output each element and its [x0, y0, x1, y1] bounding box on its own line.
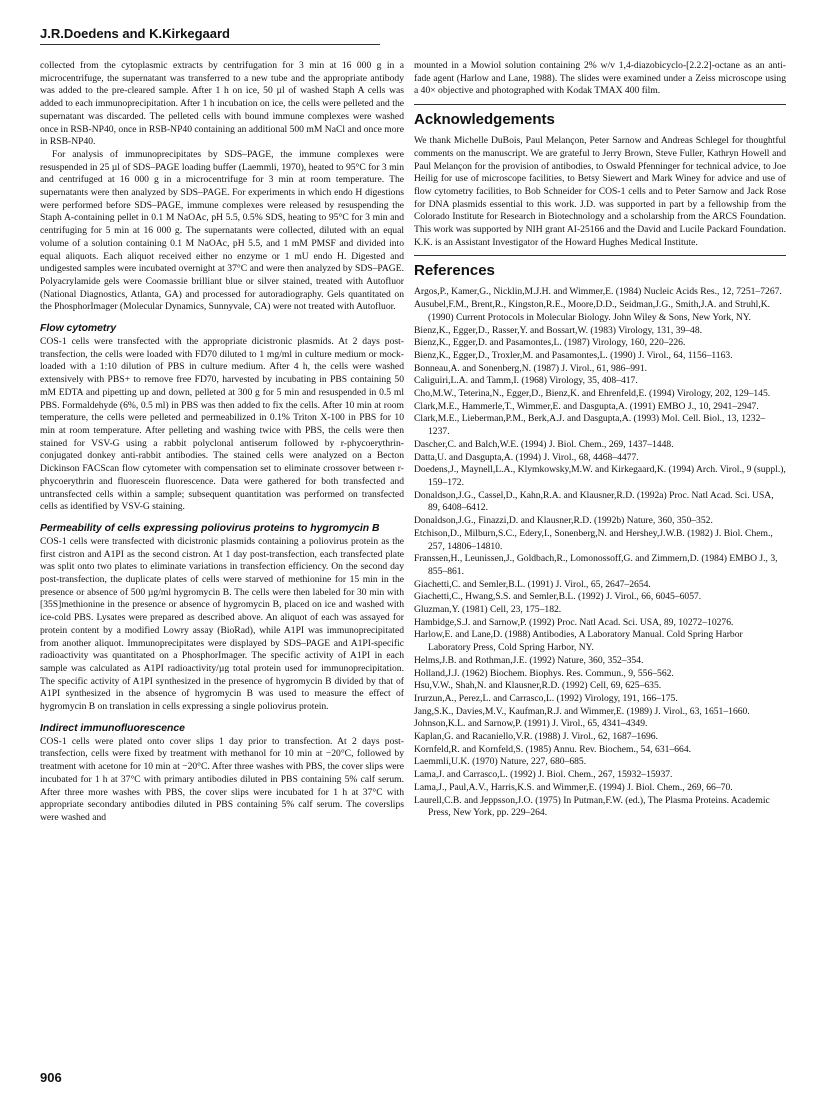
acknowledgements-text: We thank Michelle DuBois, Paul Melançon, Peter Sarnow and Andreas Schlegel for thoughtful comments on the manuscript. We are grateful to Jerry Brown, Steve Fuller, Kathryn Howell and Paul Melançon for the provision of antibodies, to Oswald Pfenninger for technical advice, to Joe Heilig for use of microscope facilities, to Betsy Siewert and Mark Winey for advice and use of flow cytometry facilities, to Bob Schneider for COS-1 cells and to Peter Sarnow and Jack Rose for DNA plasmids essential to this work. J.D. was supported in part by a fellowship from the Colorado Institute for Research in Biotechnology and a scholarship from the ARCS Foundation. This work was supported by NIH grant AI-25166 and the David and Lucile Packard Foundation. K.K. is an Assistant Investigator of the Howard Hughes Medical Institute.	[414, 135, 786, 248]
reference-item: Ausubel,F.M., Brent,R., Kingston,R.E., Moore,D.D., Seidman,J.G., Smith,J.A. and Struhl,K. (1990) Current Protocols in Molecular Biology. John Wiley & Sons, New York, NY.	[414, 299, 771, 323]
section-heading-immunofluorescence: Indirect immunofluorescence	[40, 722, 185, 734]
reference-item: Bonneau,A. and Sonenberg,N. (1987) J. Virol., 61, 986–991.	[414, 362, 648, 374]
reference-item: Helms,J.B. and Rothman,J.E. (1992) Nature, 360, 352–354.	[414, 654, 644, 666]
reference-item: Dascher,C. and Balch,W.E. (1994) J. Biol. Chem., 269, 1437–1448.	[414, 438, 674, 450]
section-heading-permeability: Permeability of cells expressing poliovirus proteins to hygromycin B	[40, 522, 380, 534]
reference-item: Hambidge,S.J. and Sarnow,P. (1992) Proc. Natl Acad. Sci. USA, 89, 10272–10276.	[414, 616, 734, 628]
reference-item: Jang,S.K., Davies,M.V., Kaufman,R.J. and Wimmer,E. (1989) J. Virol., 63, 1651–1660.	[414, 705, 750, 717]
section-rule	[414, 104, 786, 105]
reference-item: Harlow,E. and Lane,D. (1988) Antibodies, A Laboratory Manual. Cold Spring Harbor Laboratory Press, Cold Spring Harbor, NY.	[414, 629, 743, 654]
acknowledgements-heading: Acknowledgements	[414, 111, 555, 129]
references-heading: References	[414, 262, 495, 280]
reference-item: Bienz,K., Egger,D. and Pasamontes,L. (1987) Virology, 160, 220–226.	[414, 337, 686, 349]
section-heading-flow-cytometry: Flow cytometry	[40, 323, 117, 335]
paragraph-continued: collected from the cytoplasmic extracts by centrifugation for 3 min at 16 000 g in a microcentrifuge, the supernatant was transferred to a new tube and the appropriate antibody was added to the pre-cleared sample. After 1 h on ice, 50 µl of washed Staph A cells was added to each immunoprecipitation. After 1 h incubation on ice, the cells were pelleted and the supernatant was discarded. The pelleted cells with bound immune complexes were washed once in RSB-NP40, once in RSB-NP40 containing an additional 500 mM NaCl and once more in RSB-NP40.	[40, 60, 404, 148]
reference-item: Clark,M.E., Lieberman,P.M., Berk,A.J. and Dasgupta,A. (1993) Mol. Cell. Biol., 13, 1232–1237.	[414, 413, 766, 438]
reference-item: Bienz,K., Egger,D., Troxler,M. and Pasamontes,L. (1990) J. Virol., 64, 1156–1163.	[414, 349, 733, 361]
paragraph-sds-page: For analysis of immunoprecipitates by SDS–PAGE, the immune complexes were resuspended in 25 µl of SDS–PAGE loading buffer (Laemmli, 1970), heated to 95°C for 3 min and centrifuged at 16 000 g in a microcentrifuge for 3 min at room temperature. The supernatants were then analyzed by SDS–PAGE. For experiments in which endo H digestions were performed before SDS–PAGE, immune complexes were released by resuspending the Staph A-containing pellet in 0.1 M NaOAc, pH 5.5, 0.5% SDS, heating to 95°C for 3 min and centrifuging for 5 min at 16 000 g. The supernatants were collected, diluted with an equal volume of a solution containing 0.1 M NaOAc, pH 5.5, and 1 mM PMSF and divided into equal aliquots. Each aliquot received either no enzyme or 1 mU endo H. Digested and undigested samples were incubated overnight at 37°C and were then analyzed by SDS–PAGE. Polyacrylamide gels were Coomassie brilliant blue or silver stained, treated with Autofluor (National Diagnostics, Atlanta, GA) and processed for autoradiography. Gels quantitated on the PhosphorImager (Molecular Dynamics, Sunnyvale, CA) were not treated with Autofluor.	[40, 148, 404, 313]
reference-item: Lama,J. and Carrasco,L. (1992) J. Biol. Chem., 267, 15932–15937.	[414, 769, 673, 781]
reference-item: Caliguiri,L.A. and Tamm,I. (1968) Virology, 35, 408–417.	[414, 375, 638, 387]
reference-item: Etchison,D., Milburn,S.C., Edery,I., Sonenberg,N. and Hershey,J.W.B. (1982) J. Biol. Chem., 257, 14806–14810.	[414, 527, 773, 552]
paragraph-permeability: COS-1 cells were transfected with dicistronic plasmids containing a poliovirus protein as the first cistron and A1PI as the second cistron. At 1 day post-transfection, each transfected plate was split onto two plates to eliminate variations in transfection efficiency. On the second day post-transfection, the duplicate plates of cells were starved of methionine for 15 min in the presence or absence of 500 µg/ml hygromycin B. The cells were then labeled for 30 min with [35S]methionine in the presence or absence of hygromycin B, placed on ice and washed with ice-cold PBS. Lysates were prepared as described above. An aliquot of each was assayed for protein content by a modified Lowry assay (BioRad), while A1PI was immunoprecipitated from another aliquot. Immunoprecipitates were displayed by SDS–PAGE and A1PI-specific radioactivity was quantitated on a PhosphorImager. The specific activity of A1PI in each sample was calculated as A1PI radioactivity/µg total protein used for immunoprecipitation. The specific activity of A1PI synthesized in the presence of hygromycin B divided by that of A1PI synthesized in the absence of hygromycin B was used to measure the effect of hygromycin B on translation in cells expressing a single poliovirus protein.	[40, 535, 404, 713]
reference-item: Clark,M.E., Hammerle,T., Wimmer,E. and Dasgupta,A. (1991) EMBO J., 10, 2941–2947.	[414, 400, 759, 412]
reference-item: Donaldson,J.G., Finazzi,D. and Klausner,R.D. (1992b) Nature, 360, 350–352.	[414, 515, 713, 527]
section-rule	[414, 255, 786, 256]
reference-item: Holland,J.J. (1962) Biochem. Biophys. Res. Commun., 9, 556–562.	[414, 667, 674, 679]
running-head: J.R.Doedens and K.Kirkegaard	[40, 26, 230, 41]
reference-item: Cho,M.W., Teterina,N., Egger,D., Bienz,K. and Ehrenfeld,E. (1994) Virology, 202, 129–145.	[414, 388, 771, 400]
reference-item: Bienz,K., Egger,D., Rasser,Y. and Bossart,W. (1983) Virology, 131, 39–48.	[414, 324, 703, 336]
reference-item: Lama,J., Paul,A.V., Harris,K.S. and Wimmer,E. (1994) J. Biol. Chem., 269, 66–70.	[414, 781, 733, 793]
reference-item: Argos,P., Kamer,G., Nicklin,M.J.H. and Wimmer,E. (1984) Nucleic Acids Res., 12, 7251–7267.	[414, 286, 782, 298]
page-number: 906	[40, 1070, 62, 1085]
reference-item: Johnson,K.L. and Sarnow,P. (1991) J. Virol., 65, 4341–4349.	[414, 718, 648, 730]
reference-item: Franssen,H., Leunissen,J., Goldbach,R., Lomonossoff,G. and Zimmern,D. (1984) EMBO J., 3, 855–861.	[414, 553, 778, 577]
reference-item: Kornfeld,R. and Kornfeld,S. (1985) Annu. Rev. Biochem., 54, 631–664.	[414, 743, 692, 755]
reference-item: Gluzman,Y. (1981) Cell, 23, 175–182.	[414, 604, 562, 616]
header-rule	[40, 44, 380, 45]
reference-item: Laurell,C.B. and Jeppsson,J.O. (1975) In Putman,F.W. (ed.), The Plasma Proteins. Academic Press, New York, pp. 229–264.	[414, 794, 770, 819]
reference-item: Kaplan,G. and Racaniello,V.R. (1988) J. Virol., 62, 1687–1696.	[414, 731, 658, 743]
reference-item: Hsu,V.W., Shah,N. and Klausner,R.D. (1992) Cell, 69, 625–635.	[414, 680, 662, 692]
paragraph-flow-cytometry: COS-1 cells were transfected with the appropriate dicistronic plasmids. At 2 days post-transfection, the cells were loaded with FD70 diluted to 1 mg/ml in culture medium or mock-loaded with a 1:10 dilution of PBS in culture medium. After 4 h, the cells were washed extensively with PBS+ to remove free FD70, harvested by incubating in PBS containing 50 mM EDTA and pipetting up and down, pelleted at 300 g for 5 min and resuspended in 0.5 ml PBS. Formaldehyde (6%, 0.5 ml) in PBS was then added to fix the cells. After 10 min at room temperature, the cells were pelleted and permeabilized in 0.1% Triton X-100 in PBS for 10 min at room temperature. After pelleting and washing twice with PBS, the cells were then stained for VSV-G using a rabbit polyclonal antiserum followed by r-phycoerythrin-conjugated donkey anti-rabbit antibodies. The stained cells were analyzed on a Becton Dickinson FACScan flow cytometer with compensation set to eliminate crossover between r-phycoerythrin and fluorescein fluorescence. Data were gathered for both transfected and untransfected cells within a sample; subsequent quantitation was performed on transfected cells as identified by VSV-G staining.	[40, 336, 404, 513]
reference-item: Laemmli,U.K. (1970) Nature, 227, 680–685.	[414, 756, 587, 768]
left-column	[40, 60, 404, 825]
reference-item: Giachetti,C. and Semler,B.L. (1991) J. Virol., 65, 2647–2654.	[414, 578, 651, 590]
reference-item: Datta,U. and Dasgupta,A. (1994) J. Virol., 68, 4468–4477.	[414, 451, 639, 463]
reference-item: Irurzun,A., Perez,L. and Carrasco,L. (1992) Virology, 191, 166–175.	[414, 692, 678, 704]
reference-item: Donaldson,J.G., Cassel,D., Kahn,R.A. and Klausner,R.D. (1992a) Proc. Natl Acad. Sci. USA, 89, 6408–6412.	[414, 489, 774, 514]
right-column	[414, 60, 786, 820]
paragraph-immunofluorescence: COS-1 cells were plated onto cover slips 1 day prior to transfection. At 2 days post-transfection, cells were fixed by treatment with methanol for 10 min at −20°C, followed by treatment with acetone for 10 min at −20°C. After three washes with PBS, the cover slips were incubated for 1 h at 37°C with primary antibodies diluted in PBS containing 5% calf serum. After three more washes with PBS, the cover slips were incubated for 1 h at 37°C with appropriate secondary antibodies diluted in PBS containing 5% calf serum. The coverslips were washed and	[40, 735, 404, 823]
reference-item: Giachetti,C., Hwang,S.S. and Semler,B.L. (1992) J. Virol., 66, 6045–6057.	[414, 591, 702, 603]
paragraph-mounting: mounted in a Mowiol solution containing 2% w/v 1,4-diazobicyclo-[2.2.2]-octane as an anti-fade agent (Harlow and Lane, 1988). The slides were examined under a Zeiss microscope using a 40× objective and photographed with Kodak TMAX 400 film.	[414, 60, 786, 97]
reference-item: Doedens,J., Maynell,L.A., Klymkowsky,M.W. and Kirkegaard,K. (1994) Arch. Virol., 9 (suppl.), 159–172.	[414, 464, 786, 488]
references-list	[414, 286, 786, 820]
